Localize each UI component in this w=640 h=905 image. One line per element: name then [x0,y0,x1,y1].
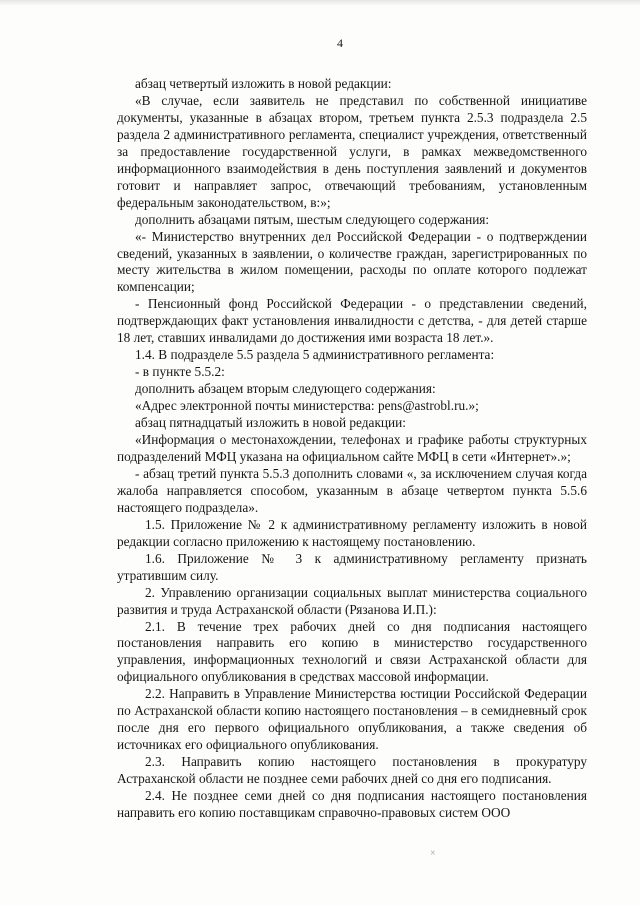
paragraph: «Информация о местонахождении, телефонах и графике работы структурных подразделений МФЦ указана на официальном сайте МФЦ в сети «Интернет».»; [117,432,587,464]
document-body [117,76,587,822]
paragraph: 2.2. Направить в Управление Министерства юстиции Российской Федерации по Астраханской области копию настоящего постановления – в семидневный срок после дня его первого официального опубликования, а также сведения об источниках его официального опубликования. [117,686,587,753]
paragraph: - в пункте 5.5.2: [135,364,225,380]
paragraph: - Пенсионный фонд Российской Федерации - о представлении сведений, подтверждающих факт установления инвалидности с детства, - для детей старше 18 лет, ставших инвалидами до достижения ими возраста 18 лет.». [117,296,587,346]
paragraph: 2.4. Не позднее семи дней со дня подписания настоящего постановления направить его копию поставщикам справочно-правовых систем ООО [117,788,587,820]
paragraph: абзац пятнадцатый изложить в новой редакции: [135,415,406,431]
scan-edge [0,0,640,6]
paragraph: абзац четвертый изложить в новой редакции: [135,76,392,91]
paragraph: 1.4. В подразделе 5.5 раздела 5 административного регламента: [135,347,495,363]
paragraph: дополнить абзацами пятым, шестым следующего содержания: [135,211,490,227]
page-number: 4 [337,36,343,50]
paragraph: 1.6. Приложение № 3 к административному регламенту признать утратившим силу. [117,550,587,583]
paragraph: «В случае, если заявитель не представил по собственной инициативе документы, указанные в абзацах втором, третьем пункта 2.5.3 подраздела 2.5 раздела 2 административного регламента, специалист учреждения, ответственный за предоставление государственной услуги, в рамках межведомственного информационного взаимодействия в день поступления заявлений и документов готовит и направляет запрос, отвечающий требованиям, установленным федеральным законодательством, в:»; [117,92,587,210]
paragraph: - абзац третий пункта 5.5.3 дополнить словами «, за исключением случая когда жалоба направляется способом, указанным в абзаце четвертом пункта 5.5.6 настоящего подраздела». [117,465,587,515]
paragraph: 1.5. Приложение № 2 к административному регламенту изложить в новой редакции согласно приложению к настоящему постановлению. [117,516,587,549]
paragraph: «- Министерство внутренних дел Российской Федерации - о подтверждении сведений, указанных в заявлении, о количестве граждан, зарегистрированных по месту жительства в жилом помещении, расходы по оплате которого подлежат компенсации; [117,228,587,295]
scan-mark: × [430,848,436,859]
paragraph: 2. Управлению организации социальных выплат министерства социального развития и труда Астраханской области (Рязанова И.П.): [117,584,587,617]
paragraph: дополнить абзацем вторым следующего содержания: [135,381,436,397]
paragraph: 2.1. В течение трех рабочих дней со дня подписания настоящего постановления направить его копию в министерство государственного управления, информационных технологий и связи Астраханской области для официального опубликования в средствах массовой информации. [117,618,587,685]
paragraph: 2.3. Направить копию настоящего постановления в прокуратуру Астраханской области не позднее семи рабочих дней со дня его подписания. [117,754,587,787]
paragraph: «Адрес электронной почты министерства: pens@astrobl.ru.»; [135,398,479,414]
